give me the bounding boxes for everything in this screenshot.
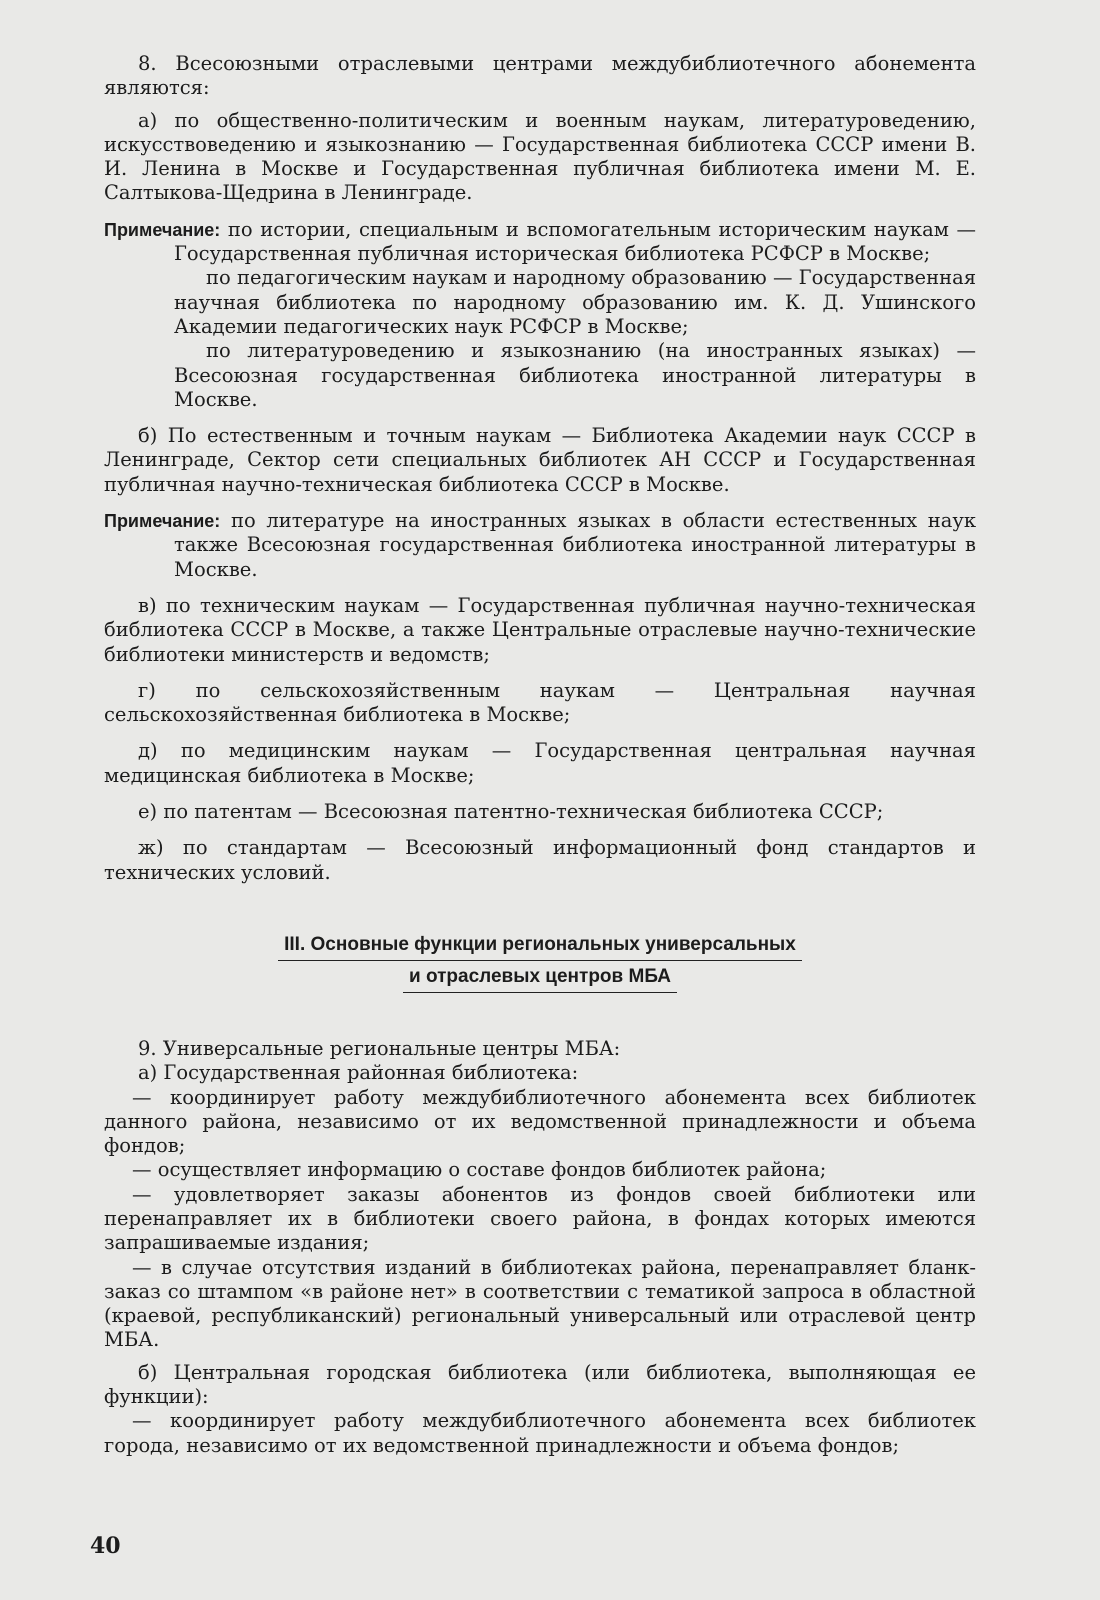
- section8-item-g: г) по сельскохозяйственным наукам — Центральная научная сельскохозяйственная библиотека в Москве;: [104, 678, 976, 727]
- section9-a-item-3: — удовлетворяет заказы абонентов из фондов своей библиотеки или перенаправляет их в библиотеки своего района, в фондах которых имеются запрашиваемые издания;: [104, 1182, 976, 1255]
- section8-item-b: б) По естественным и точным наукам — Библиотека Академии наук СССР в Ленинграде, Сектор сети специальных библиотек АН СССР и Государственная публичная научно-техническая библиотека СССР в Москве.: [104, 424, 976, 496]
- section-heading-line-1: III. Основные функции региональных универсальных: [278, 931, 802, 961]
- section9-a-item-2: — осуществляет информацию о составе фондов библиотек района;: [132, 1158, 827, 1182]
- section8-item-a: а) по общественно-политическим и военным наукам, литературоведению, искусствоведению и языкознанию — Государственная библиотека СССР имени В. И. Ленина в Москве и Государственная публичная библиотека имени М. Е. Салтыкова-Щедрина в Ленинграде.: [104, 108, 976, 205]
- note-1-paragraph-2: по педагогическим наукам и народному образованию — Государственная научная библиотека по народному образованию им. К. Д. Ушинского Академии педагогических наук РСФСР в Москве;: [174, 266, 976, 338]
- section8-intro: 8. Всесоюзными отраслевыми центрами междубиблиотечного абонемента являются:: [104, 52, 976, 100]
- section9-b-item-1: — координирует работу междубиблиотечного абонемента всех библиотек города, независимо от их ведомственной принадлежности и объема фондов;: [104, 1409, 976, 1457]
- section8-item-v: в) по техническим наукам — Государственная публичная научно-техническая библиотека СССР в Москве, а также Центральные отраслевые научно-технические библиотеки министерств и ведомств;: [104, 593, 976, 666]
- section-heading: [104, 931, 976, 993]
- note-2-label: Примечание:: [104, 511, 221, 532]
- section8-item-d: д) по медицинским наукам — Государственная центральная научная медицинская библиотека в Москве;: [104, 739, 976, 787]
- section9-a-item-1: — координирует работу междубиблиотечного абонемента всех библиотек данного района, независимо от их ведомственной принадлежности и объема фондов;: [104, 1085, 976, 1158]
- section9-a-title: а) Государственная районная библиотека:: [138, 1061, 579, 1085]
- note-1-label: Примечание:: [104, 219, 221, 240]
- note-1-paragraph-3: по литературоведению и языкознанию (на иностранных языках) — Всесоюзная государственная библиотека иностранной литературы в Москве.: [174, 339, 976, 411]
- section9-b-title: б) Центральная городская библиотека (или библиотека, выполняющая ее функции):: [104, 1360, 976, 1409]
- section9-a-item-4: — в случае отсутствия изданий в библиотеках района, перенаправляет бланк-заказ со штампом «в районе нет» в соответствии с тематикой запроса в областной (краевой, республиканский) региональный универсальный или отраслевой центр МБА.: [104, 1255, 976, 1352]
- section8-item-zh: ж) по стандартам — Всесоюзный информационный фонд стандартов и технических условий.: [104, 836, 976, 884]
- note-2-text: по литературе на иностранных языках в области естественных наук также Всесоюзная государственная библиотека иностранной литературы в Москве.: [174, 509, 977, 581]
- section9-intro: 9. Универсальные региональные центры МБА:: [138, 1036, 621, 1060]
- section-heading-line-2: и отраслевых центров МБА: [403, 963, 677, 993]
- note-2: [104, 509, 976, 582]
- section8-item-e: е) по патентам — Всесоюзная патентно-техническая библиотека СССР;: [138, 800, 884, 824]
- note-1: [104, 218, 976, 267]
- note-1-text: по истории, специальным и вспомогательным историческим наукам — Государственная публичная историческая библиотека РСФСР в Москве;: [174, 217, 976, 266]
- page-number: 40: [90, 1533, 121, 1559]
